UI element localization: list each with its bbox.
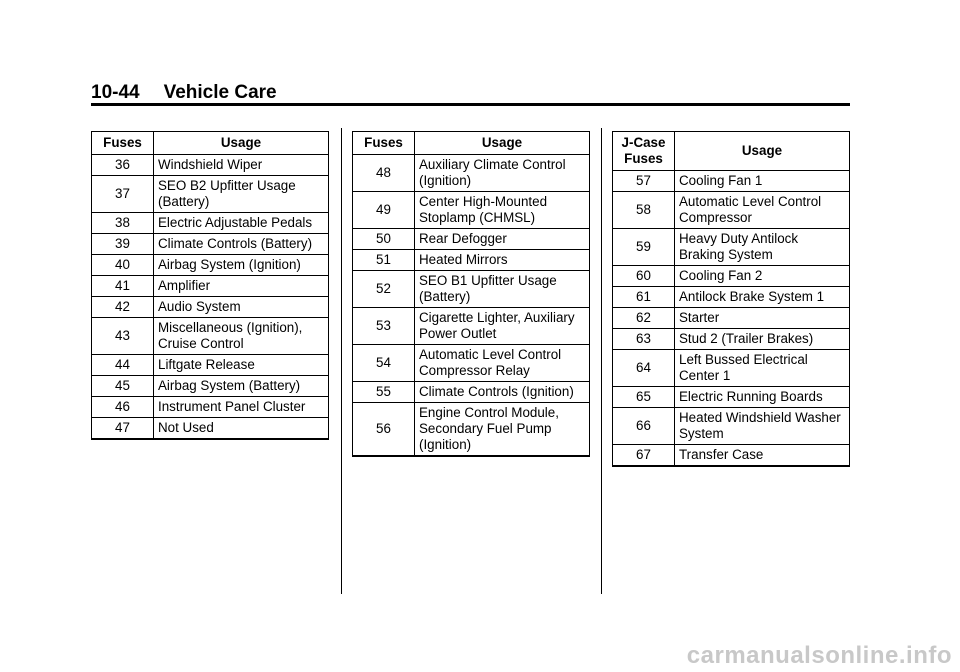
fuse-usage: Climate Controls (Ignition) — [415, 382, 590, 403]
fuse-number: 65 — [613, 387, 675, 408]
table-row — [92, 255, 329, 276]
table-row — [92, 213, 329, 234]
fuse-number: 49 — [353, 192, 415, 229]
fuse-number: 56 — [353, 403, 415, 457]
table-row — [613, 329, 850, 350]
table-row — [92, 376, 329, 397]
fuse-usage: Auxiliary Climate Control (Ignition) — [415, 155, 590, 192]
table-row — [613, 229, 850, 266]
table-row — [613, 350, 850, 387]
table-row — [353, 345, 590, 382]
fuse-usage: Cooling Fan 1 — [675, 171, 850, 192]
fuse-usage: Cooling Fan 2 — [675, 266, 850, 287]
fuse-number: 43 — [92, 318, 154, 355]
fuse-number: 37 — [92, 176, 154, 213]
fuse-usage: SEO B1 Upfitter Usage (Battery) — [415, 271, 590, 308]
table-row — [92, 297, 329, 318]
fuse-usage: Audio System — [154, 297, 329, 318]
watermark: carmanualsonline.info — [686, 642, 952, 669]
fuse-number: 58 — [613, 192, 675, 229]
fuse-number: 59 — [613, 229, 675, 266]
table-row — [353, 382, 590, 403]
fuse-usage: Instrument Panel Cluster — [154, 397, 329, 418]
fuse-usage: Automatic Level Control Compressor Relay — [415, 345, 590, 382]
fuse-usage: Transfer Case — [675, 445, 850, 467]
fuse-table-2 — [352, 131, 590, 457]
fuse-table-1 — [91, 131, 329, 440]
fuse-usage: Cigarette Lighter, Auxiliary Power Outlet — [415, 308, 590, 345]
fuse-usage: Amplifier — [154, 276, 329, 297]
table-row — [353, 308, 590, 345]
column-divider — [341, 128, 342, 594]
fuse-number: 61 — [613, 287, 675, 308]
fuse-usage: Miscellaneous (Ignition), Cruise Control — [154, 318, 329, 355]
table-row — [613, 192, 850, 229]
fuse-usage: Center High-Mounted Stoplamp (CHMSL) — [415, 192, 590, 229]
table-row — [613, 445, 850, 467]
fuse-number: 45 — [92, 376, 154, 397]
fuse-usage: Windshield Wiper — [154, 155, 329, 176]
table-row — [92, 234, 329, 255]
table-row — [353, 192, 590, 229]
table-row — [92, 397, 329, 418]
fuse-usage: Heated Windshield Washer System — [675, 408, 850, 445]
fuse-usage: Starter — [675, 308, 850, 329]
fuse-usage: Electric Running Boards — [675, 387, 850, 408]
fuse-number: 53 — [353, 308, 415, 345]
table-row — [353, 229, 590, 250]
fuse-number: 46 — [92, 397, 154, 418]
fuse-usage: Electric Adjustable Pedals — [154, 213, 329, 234]
fuse-usage: Antilock Brake System 1 — [675, 287, 850, 308]
table-row — [353, 403, 590, 457]
fuses-column-header: Fuses — [353, 132, 415, 155]
fuse-number: 40 — [92, 255, 154, 276]
fuse-number: 42 — [92, 297, 154, 318]
fuse-table-3 — [612, 131, 850, 467]
table-row — [92, 176, 329, 213]
fuse-usage: Heated Mirrors — [415, 250, 590, 271]
fuse-number: 41 — [92, 276, 154, 297]
fuse-usage: Liftgate Release — [154, 355, 329, 376]
table-row — [613, 387, 850, 408]
fuse-number: 54 — [353, 345, 415, 382]
fuse-number: 48 — [353, 155, 415, 192]
table-row — [92, 318, 329, 355]
header-rule — [91, 103, 850, 106]
page-number: 10-44 — [91, 82, 140, 103]
fuse-number: 66 — [613, 408, 675, 445]
fuses-column-header: J-Case Fuses — [613, 132, 675, 171]
fuse-number: 67 — [613, 445, 675, 467]
fuse-number: 55 — [353, 382, 415, 403]
fuse-number: 52 — [353, 271, 415, 308]
fuses-column-header: Fuses — [92, 132, 154, 155]
table-row — [613, 287, 850, 308]
fuse-number: 36 — [92, 155, 154, 176]
fuse-usage: Automatic Level Control Compressor — [675, 192, 850, 229]
usage-column-header: Usage — [154, 132, 329, 155]
fuse-usage: Stud 2 (Trailer Brakes) — [675, 329, 850, 350]
table-row — [92, 276, 329, 297]
table-row — [353, 271, 590, 308]
fuse-number: 57 — [613, 171, 675, 192]
table-row — [613, 171, 850, 192]
fuse-number: 38 — [92, 213, 154, 234]
fuse-number: 60 — [613, 266, 675, 287]
table-row — [92, 355, 329, 376]
column-divider — [601, 128, 602, 594]
fuse-number: 63 — [613, 329, 675, 350]
table-row — [353, 250, 590, 271]
fuse-number: 50 — [353, 229, 415, 250]
fuse-number: 64 — [613, 350, 675, 387]
fuse-usage: Rear Defogger — [415, 229, 590, 250]
fuse-number: 62 — [613, 308, 675, 329]
fuse-number: 51 — [353, 250, 415, 271]
page-header — [91, 82, 277, 104]
usage-column-header: Usage — [415, 132, 590, 155]
fuse-usage: Engine Control Module, Secondary Fuel Pump (Ignition) — [415, 403, 590, 457]
usage-column-header: Usage — [675, 132, 850, 171]
table-row — [613, 308, 850, 329]
fuse-usage: Left Bussed Electrical Center 1 — [675, 350, 850, 387]
fuse-usage: Climate Controls (Battery) — [154, 234, 329, 255]
fuse-usage: Not Used — [154, 418, 329, 440]
fuse-number: 39 — [92, 234, 154, 255]
fuse-usage: Airbag System (Battery) — [154, 376, 329, 397]
fuse-usage: Heavy Duty Antilock Braking System — [675, 229, 850, 266]
section-title: Vehicle Care — [163, 82, 277, 103]
table-row — [92, 155, 329, 176]
fuse-usage: Airbag System (Ignition) — [154, 255, 329, 276]
table-row — [613, 408, 850, 445]
table-row — [353, 155, 590, 192]
table-row — [92, 418, 329, 440]
fuse-usage: SEO B2 Upfitter Usage (Battery) — [154, 176, 329, 213]
fuse-number: 47 — [92, 418, 154, 440]
fuse-number: 44 — [92, 355, 154, 376]
table-row — [613, 266, 850, 287]
